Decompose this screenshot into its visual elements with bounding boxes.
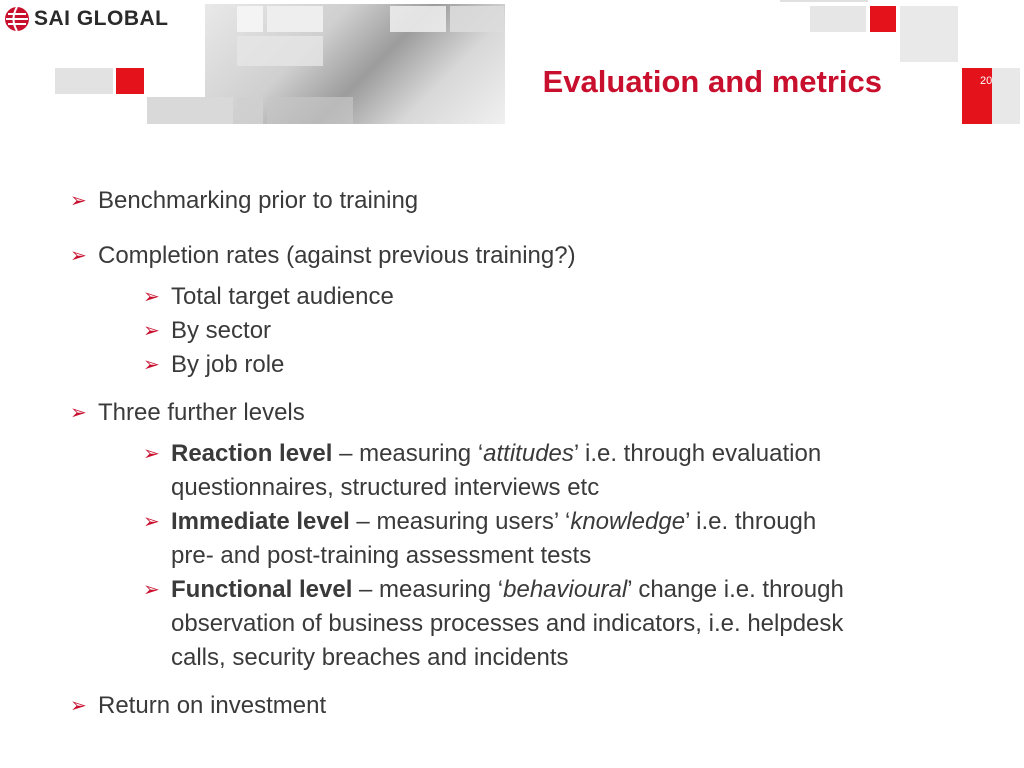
functional-label: Functional level	[171, 576, 353, 603]
arrow-bullet-icon: ➢	[143, 354, 160, 376]
bullet-text: Three further levels	[98, 399, 305, 426]
immediate-text-post: ’ i.e. through	[685, 508, 817, 535]
reaction-text-post: ’ i.e. through evaluation	[573, 440, 822, 467]
slide-title: Evaluation and metrics	[542, 64, 882, 99]
bullet-text: By job role	[171, 351, 285, 378]
arrow-bullet-icon: ➢	[143, 579, 160, 601]
bullet-text: Total target audience	[171, 283, 394, 310]
arrow-bullet-icon: ➢	[70, 695, 87, 717]
sub-bullet-functional	[143, 573, 844, 675]
reaction-line-2: questionnaires, structured interviews etc	[171, 474, 600, 501]
arrow-bullet-icon: ➢	[143, 511, 160, 533]
functional-text-pre: – measuring ‘	[352, 576, 504, 603]
functional-line-2: observation of business processes and indicators, i.e. helpdesk	[171, 610, 844, 637]
sub-bullet-item	[143, 280, 394, 314]
bullet-text: By sector	[171, 317, 272, 344]
arrow-bullet-icon: ➢	[70, 190, 87, 212]
reaction-italic: attitudes	[483, 440, 574, 467]
functional-italic: behavioural	[503, 576, 628, 603]
bullet-item	[70, 396, 305, 430]
bullet-item	[70, 184, 418, 218]
bullet-text: Return on investment	[98, 692, 327, 719]
functional-line-3: calls, security breaches and incidents	[171, 644, 569, 671]
sub-bullet-reaction	[143, 437, 821, 505]
arrow-bullet-icon: ➢	[143, 443, 160, 465]
arrow-bullet-icon: ➢	[70, 402, 87, 424]
bullet-item	[70, 239, 576, 273]
reaction-label: Reaction level	[171, 440, 333, 467]
immediate-text-pre: – measuring users’ ‘	[349, 508, 571, 535]
arrow-bullet-icon: ➢	[143, 320, 160, 342]
sub-bullet-item	[143, 348, 284, 382]
slide-number: 20	[980, 75, 993, 87]
sub-bullet-immediate	[143, 505, 816, 573]
logo-text: SAI GLOBAL	[34, 7, 169, 30]
bullet-item	[70, 689, 326, 723]
arrow-bullet-icon: ➢	[143, 286, 160, 308]
bullet-text: Benchmarking prior to training	[98, 187, 419, 214]
immediate-line-2: pre- and post-training assessment tests	[171, 542, 592, 569]
reaction-text-pre: – measuring ‘	[332, 440, 484, 467]
functional-text-post: ’ change i.e. through	[627, 576, 844, 603]
arrow-bullet-icon: ➢	[70, 245, 87, 267]
sub-bullet-item	[143, 314, 271, 348]
bullet-text: Completion rates (against previous training?)	[98, 242, 576, 269]
immediate-italic: knowledge	[570, 508, 686, 535]
immediate-label: Immediate level	[171, 508, 350, 535]
